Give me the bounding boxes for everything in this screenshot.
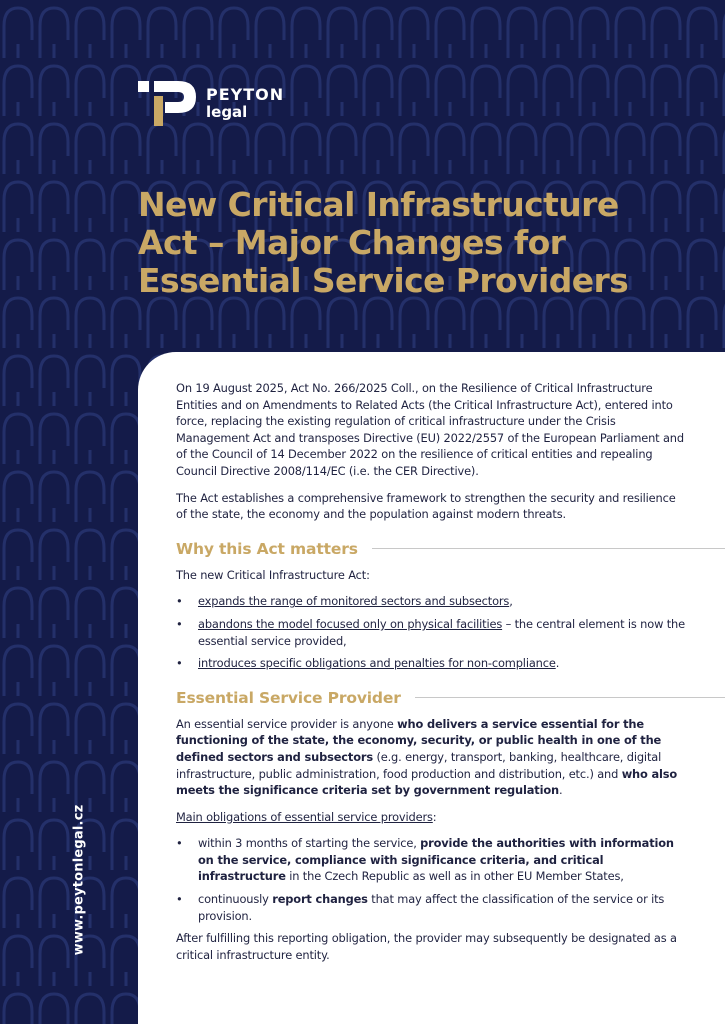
website-vertical[interactable]: www.peytonlegal.cz xyxy=(71,804,87,956)
obligations-list xyxy=(176,835,686,924)
section-divider xyxy=(415,697,725,698)
list-item: • within 3 months of starting the service, provide the authorities with information on the service, compliance with significance criteria, and critical infrastructure in the Czech Republic as well as in other EU Member States, xyxy=(176,836,674,884)
esp-definition: An essential service provider is anyone who delivers a service essential for the functioning of the state, the economy, security, or public health in one of the defined sectors and subsectors (e.g. energy, transport, banking, healthcare, digital infrastructure, public administration, food production and distribution, etc.) and who also meets the significance criteria set by government regulation. xyxy=(176,716,678,798)
intro-paragraph-2: The Act establishes a comprehensive framework to strengthen the security and resilience of the state, the economy and the population against modern threats. xyxy=(176,490,676,522)
title-line-1: New Critical Infrastructure xyxy=(138,185,619,224)
title-line-3: Essential Service Providers xyxy=(138,261,629,300)
list-item: • abandons the model focused only on physical facilities – the central element is now the essential service provided, xyxy=(176,616,685,648)
article-body xyxy=(176,380,686,973)
section-why-heading: Why this Act matters xyxy=(176,539,358,558)
peyton-p-logo-icon xyxy=(138,80,198,126)
bullet-icon: • xyxy=(176,594,183,609)
section-esp-heading: Essential Service Provider xyxy=(176,688,401,707)
bullet-icon: • xyxy=(176,836,183,851)
bullet-icon: • xyxy=(176,616,183,631)
list-item: • expands the range of monitored sectors and subsectors, xyxy=(176,594,513,609)
why-link-2[interactable]: abandons the model focused only on physical facilities xyxy=(198,616,503,631)
bullet-icon: • xyxy=(176,656,183,671)
why-list xyxy=(176,593,686,671)
section-divider xyxy=(372,548,725,549)
why-link-3[interactable]: introduces specific obligations and penalties for non-compliance xyxy=(198,656,556,671)
obligations-lead: Main obligations of essential service providers: xyxy=(176,809,437,824)
peyton-legal-logo xyxy=(138,80,284,126)
section-esp-header xyxy=(176,688,686,708)
title-line-2: Act – Major Changes for xyxy=(138,223,566,262)
closing-paragraph: After fulfilling this reporting obligation, the provider may subsequently be designated as a critical infrastructure entity. xyxy=(176,931,677,962)
section-why-header xyxy=(176,539,686,559)
logo-name-line2: legal xyxy=(206,102,248,121)
page-title xyxy=(138,186,718,300)
intro-paragraph-1: On 19 August 2025, Act No. 266/2025 Coll., on the Resilience of Critical Infrastructure Entities and on Amendments to Related Acts (the Critical Infrastructure Act), entered into force, replacing the existing regulation of critical infrastructure under the Crisis Management Act and transposes Directive (EU) 2022/2557 of the European Parliament and of the Council of 14 December 2022 on the resilience of critical entities and repealing Council Directive 2008/114/EC (i.e. the CER Directive). xyxy=(176,381,684,478)
list-item: • introduces specific obligations and penalties for non-compliance. xyxy=(176,656,560,671)
list-item: • continuously report changes that may affect the classification of the service or its provision. xyxy=(176,892,665,923)
bullet-icon: • xyxy=(176,892,183,907)
logo-name-line1: PEYTON xyxy=(206,84,285,104)
why-link-1[interactable]: expands the range of monitored sectors and subsectors xyxy=(198,594,510,609)
why-lead: The new Critical Infrastructure Act: xyxy=(176,567,370,582)
